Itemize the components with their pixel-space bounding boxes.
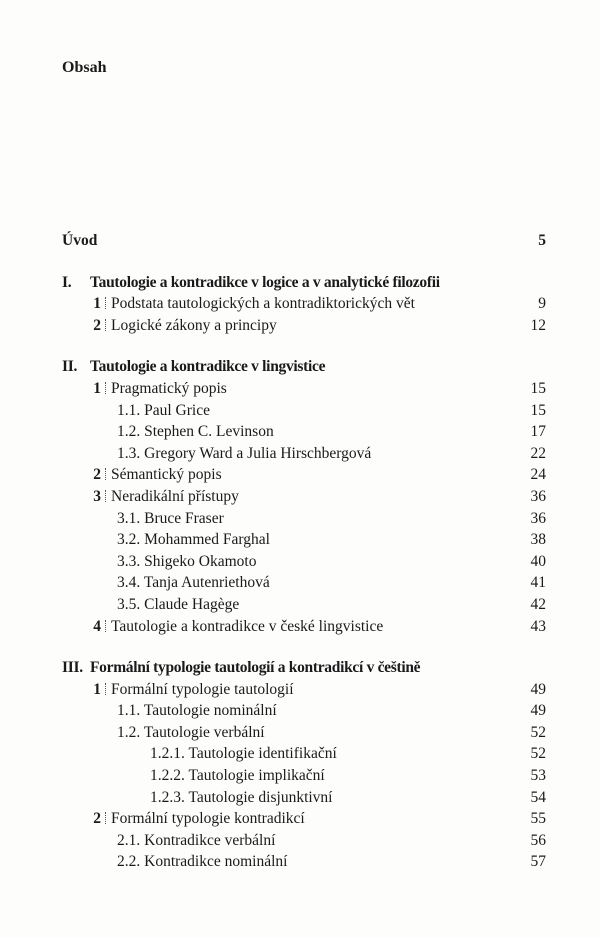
entry-number: 1.3. (117, 444, 141, 462)
part-title: Tautologie a kontradikce v logice a v analytické filozofii (90, 273, 440, 291)
dotted-separator (105, 812, 106, 824)
entry-number: 2 (93, 466, 101, 484)
entry-number: 3.3. (117, 552, 141, 570)
toc-part (62, 272, 546, 337)
toc-entry[interactable] (62, 315, 546, 337)
entry-label: Mohammed Farghal (144, 531, 270, 549)
entry-label: Formální typologie kontradikcí (111, 810, 305, 828)
toc-entry[interactable] (62, 551, 546, 573)
entry-label: Paul Grice (144, 401, 210, 419)
entry-label: Logické zákony a principy (111, 316, 277, 334)
entry-page: 17 (530, 423, 546, 441)
toc-intro-entry[interactable] (62, 230, 546, 252)
toc-entry[interactable] (62, 464, 546, 486)
entry-label: Shigeko Okamoto (144, 552, 257, 570)
entry-number: 2 (93, 316, 101, 334)
entry-label: Pragmatický popis (111, 379, 227, 397)
toc-entry[interactable] (62, 679, 546, 701)
toc-entry[interactable] (62, 743, 546, 765)
entry-page: 24 (530, 466, 546, 484)
part-numeral: III. (62, 659, 83, 677)
entry-label: Claude Hagège (144, 595, 240, 613)
page-title: Obsah (62, 59, 107, 76)
toc-entry[interactable] (62, 616, 546, 638)
entry-label: Kontradikce verbální (144, 831, 276, 849)
entry-page: 42 (530, 595, 546, 613)
toc-entry[interactable] (62, 722, 546, 744)
entry-number: 3.2. (117, 531, 141, 549)
dotted-separator (105, 620, 106, 632)
table-of-contents (62, 230, 546, 873)
entry-page: 36 (530, 509, 546, 527)
part-numeral: I. (62, 273, 72, 291)
toc-entry[interactable] (62, 443, 546, 465)
entry-label: Podstata tautologických a kontradiktorických vět (111, 295, 415, 313)
entry-page: 9 (538, 295, 546, 313)
entry-page: 53 (530, 767, 546, 785)
entry-label: Bruce Fraser (144, 509, 224, 527)
part-title: Formální typologie tautologií a kontradikcí v češtině (90, 659, 421, 677)
part-title: Tautologie a kontradikce v lingvistice (90, 358, 326, 376)
entry-label: Tautologie nominální (143, 702, 277, 720)
toc-entry[interactable] (62, 851, 546, 873)
toc-entry[interactable] (62, 529, 546, 551)
entry-label: Stephen C. Levinson (144, 423, 274, 441)
toc-entry[interactable] (62, 400, 546, 422)
toc-entry[interactable] (62, 765, 546, 787)
dotted-separator (105, 468, 106, 480)
entry-label: Tautologie disjunktivní (188, 788, 333, 806)
dotted-separator (105, 382, 106, 394)
entry-page: 15 (530, 401, 546, 419)
entry-number: 1.1. (117, 401, 141, 419)
toc-entry[interactable] (62, 830, 546, 852)
toc-entry[interactable] (62, 572, 546, 594)
toc-part (62, 356, 546, 637)
toc-entry[interactable] (62, 787, 546, 809)
entry-page: 38 (530, 531, 546, 549)
entry-number: 1.1. (117, 702, 141, 720)
entry-label: Tautologie implikační (188, 767, 325, 785)
entry-label: Neradikální přístupy (111, 487, 239, 505)
entry-page: 22 (530, 444, 546, 462)
entry-page: 12 (530, 316, 546, 334)
entry-page: 49 (530, 702, 546, 720)
entry-page: 5 (538, 232, 546, 249)
entry-number: 2.1. (117, 831, 141, 849)
entry-label: Tanja Autenriethová (143, 574, 270, 592)
entry-number: 1 (93, 379, 101, 397)
entry-page: 43 (530, 617, 546, 635)
entry-page: 52 (530, 745, 546, 763)
entry-page: 52 (530, 723, 546, 741)
entry-page: 40 (530, 552, 546, 570)
entry-number: 1 (93, 295, 101, 313)
part-numeral: II. (62, 358, 78, 376)
entry-label: Tautologie identifikační (188, 745, 337, 763)
entry-number: 1.2.1. (150, 745, 185, 763)
entry-page: 36 (530, 487, 546, 505)
entry-number: 1 (93, 680, 101, 698)
entry-number: 3.1. (117, 509, 141, 527)
entry-number: 3 (93, 487, 101, 505)
entry-label: Formální typologie tautologií (111, 680, 294, 698)
entry-number: 3.5. (117, 595, 141, 613)
part-heading[interactable] (62, 657, 546, 679)
entry-number: 3.4. (117, 574, 141, 592)
toc-entry[interactable] (62, 421, 546, 443)
entry-label: Kontradikce nominální (144, 853, 288, 871)
entry-page: 54 (530, 788, 546, 806)
toc-entry[interactable] (62, 486, 546, 508)
entry-number: 2 (93, 810, 101, 828)
entry-label: Gregory Ward a Julia Hirschbergová (144, 444, 372, 462)
part-heading[interactable] (62, 356, 546, 378)
entry-number: 2.2. (117, 853, 141, 871)
dotted-separator (105, 297, 106, 309)
toc-entry[interactable] (62, 508, 546, 530)
entry-number: 1.2.2. (150, 767, 185, 785)
entry-page: 49 (530, 680, 546, 698)
toc-part (62, 657, 546, 873)
toc-entry[interactable] (62, 808, 546, 830)
dotted-separator (105, 319, 106, 331)
entry-label: Tautologie verbální (143, 723, 265, 741)
dotted-separator (105, 683, 106, 695)
toc-entry[interactable] (62, 700, 546, 722)
entry-page: 57 (530, 853, 546, 871)
entry-number: 1.2. (117, 423, 141, 441)
entry-number: 1.2.3. (150, 788, 185, 806)
entry-number: 4 (93, 617, 101, 635)
toc-entry[interactable] (62, 293, 546, 315)
entry-page: 55 (530, 810, 546, 828)
entry-label: Tautologie a kontradikce v české lingvistice (111, 617, 384, 635)
entry-label: Úvod (62, 232, 98, 249)
toc-entry[interactable] (62, 378, 546, 400)
part-heading[interactable] (62, 272, 546, 294)
entry-page: 15 (530, 379, 546, 397)
dotted-separator (105, 490, 106, 502)
entry-page: 41 (530, 574, 546, 592)
entry-label: Sémantický popis (111, 466, 222, 484)
toc-entry[interactable] (62, 594, 546, 616)
entry-page: 56 (530, 831, 546, 849)
entry-number: 1.2. (117, 723, 141, 741)
